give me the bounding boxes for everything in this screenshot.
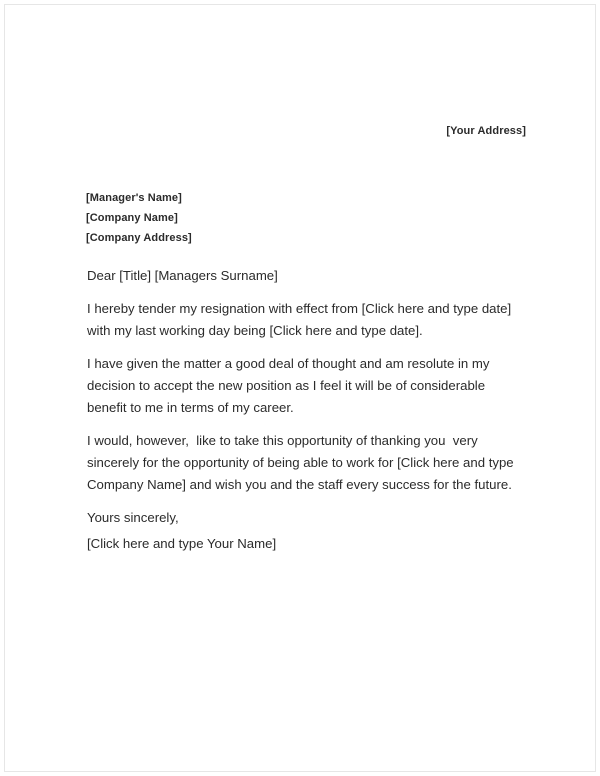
body-paragraph-3: I would, however, like to take this opportunity of thanking you very sincerely for the opportunity of being able to work for [Click here and type Company Name] and wish you and the staff every success for the future. [87,433,518,492]
recipient-line-company-name: [Company Name] [86,212,178,224]
body-paragraph-1: I hereby tender my resignation with effect from [Click here and type date] with my last working day being [Click here and type date]. [87,301,515,338]
letter-body [87,265,528,529]
recipient-line-company-address: [Company Address] [86,232,192,244]
signature-name-line: [Click here and type Your Name] [87,536,277,551]
body-paragraph-2: I have given the matter a good deal of thought and am resolute in my decision to accept the new position as I feel it will be of considerable benefit to me in terms of my career. [87,356,494,415]
closing-line: Yours sincerely, [87,510,179,525]
recipient-line-manager-name: [Manager's Name] [86,192,182,204]
sender-address: [Your Address] [446,125,526,137]
salutation-line: Dear [Title] [Managers Surname] [87,268,278,283]
recipient-address-block [86,188,192,248]
